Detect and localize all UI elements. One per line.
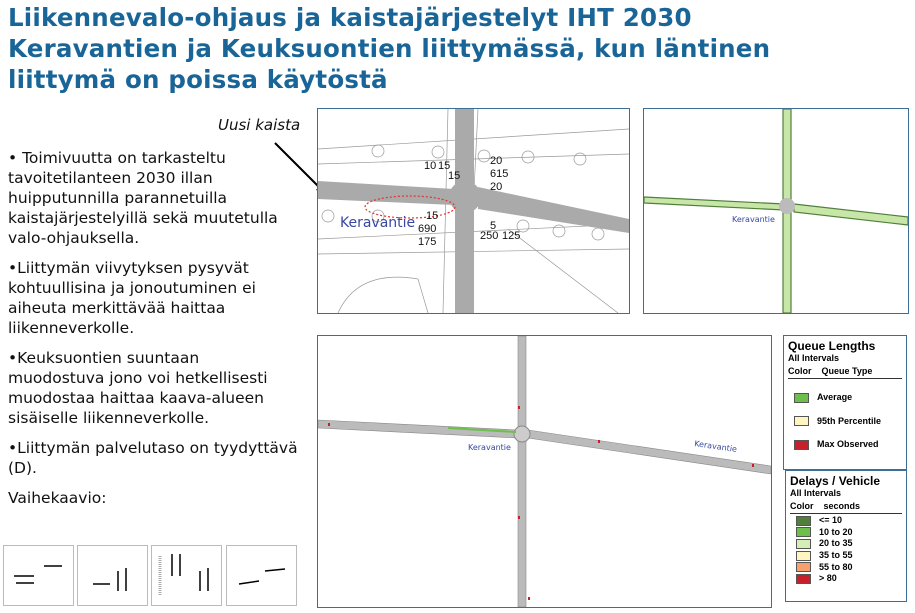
bullet: •Liittymän viivytyksen pysyvät kohtuullisina ja jonoutuminen ei aiheuta merkittävää haittaa liikenneverkolle. — [8, 259, 256, 337]
legend-subtitle: All Intervals — [790, 488, 842, 498]
legend-title: Delays / Vehicle — [790, 474, 881, 488]
new-lane-callout: Uusi kaista — [218, 116, 301, 134]
volume-label: 175 — [418, 236, 437, 248]
legend-item — [796, 573, 902, 584]
phase-arrows-icon — [78, 546, 147, 605]
color-swatch — [794, 416, 809, 426]
signal-phase-3 — [151, 545, 222, 606]
summary-text — [8, 148, 298, 518]
legend-label: 35 to 55 — [819, 549, 853, 560]
color-swatch — [796, 539, 811, 549]
color-swatch — [796, 551, 811, 561]
legend-label: <= 10 — [819, 515, 843, 525]
legend-col: Color — [790, 501, 814, 511]
phase-arrows-icon — [152, 546, 221, 605]
legend-label: 95th Percentile — [817, 415, 882, 426]
title-line: Keravantien ja Keuksuontien liittymässä, kun läntinen — [8, 34, 771, 63]
volume-label: 10 — [424, 160, 437, 172]
color-swatch — [796, 527, 811, 537]
volume-label: 250 — [480, 230, 499, 242]
delays-legend — [785, 470, 907, 602]
legend-item — [794, 439, 902, 450]
legend-item — [796, 538, 902, 549]
legend-title: Queue Lengths — [788, 339, 876, 353]
legend-label: Max Observed — [817, 439, 879, 450]
phase-label: Vaihekaavio: — [8, 489, 107, 507]
legend-item — [796, 562, 902, 573]
legend-label: 20 to 35 — [819, 538, 853, 549]
road-label: Keravantie — [468, 443, 511, 452]
legend-item — [794, 416, 902, 427]
legend-col: Color — [788, 366, 812, 376]
legend-subtitle: All Intervals — [788, 353, 840, 363]
phase-arrows-icon — [227, 546, 296, 605]
legend-label: Average — [817, 392, 853, 402]
signal-phase-1 — [3, 545, 74, 606]
volume-label: 15 — [438, 160, 451, 172]
lane-layout-map — [317, 108, 630, 314]
color-swatch — [794, 393, 809, 403]
volume-label: 690 — [418, 223, 437, 235]
legend-item — [796, 527, 902, 538]
signal-phase-4 — [226, 545, 297, 606]
legend-label: > 80 — [819, 573, 837, 584]
legend-label: 10 to 20 — [819, 526, 853, 537]
title-line: liittymä on poissa käytöstä — [8, 65, 388, 94]
title-line: Liikennevalo-ohjaus ja kaistajärjestelyt IHT 2030 — [8, 3, 692, 32]
volume-label: 20 — [490, 155, 503, 167]
queue-lengths-legend — [783, 335, 907, 470]
volume-label: 15 — [426, 210, 439, 222]
volume-label: 15 — [448, 170, 461, 182]
legend-item — [796, 515, 902, 526]
phase-arrows-icon — [4, 546, 73, 605]
color-swatch — [794, 440, 809, 450]
volume-label: 20 — [490, 181, 503, 193]
volume-label: 615 — [490, 168, 509, 180]
legend-item — [794, 392, 902, 403]
queue-map — [317, 335, 772, 608]
legend-col: seconds — [823, 501, 861, 511]
volume-label: 5 — [490, 220, 497, 232]
road-label: Keravantie — [693, 439, 738, 454]
page-title — [8, 2, 770, 95]
color-swatch — [796, 516, 811, 526]
legend-col: Queue Type — [821, 366, 873, 376]
legend-item — [796, 550, 902, 561]
color-swatch — [796, 574, 811, 584]
color-swatch — [796, 562, 811, 572]
road-label: Keravantie — [732, 215, 775, 224]
volume-label: 125 — [502, 230, 521, 242]
bullet: •Liittymän palvelutaso on tyydyttävä (D). — [8, 439, 298, 477]
bullet: •Keuksuontien suuntaan muodostuva jono voi hetkellisesti muodostaa haittaa kaava-alueen sisäiselle liikenneverkolle. — [8, 349, 268, 427]
signal-phase-2 — [77, 545, 148, 606]
legend-label: 55 to 80 — [819, 561, 853, 572]
road-label: Keravantie — [340, 215, 416, 231]
bullet: • Toimivuutta on tarkasteltu tavoitetilanteen 2030 illan huipputunnilla parannetuilla kaistajärjestelyillä sekä muutetulla valo-ohjauksella. — [8, 149, 278, 247]
delay-map — [643, 108, 909, 314]
